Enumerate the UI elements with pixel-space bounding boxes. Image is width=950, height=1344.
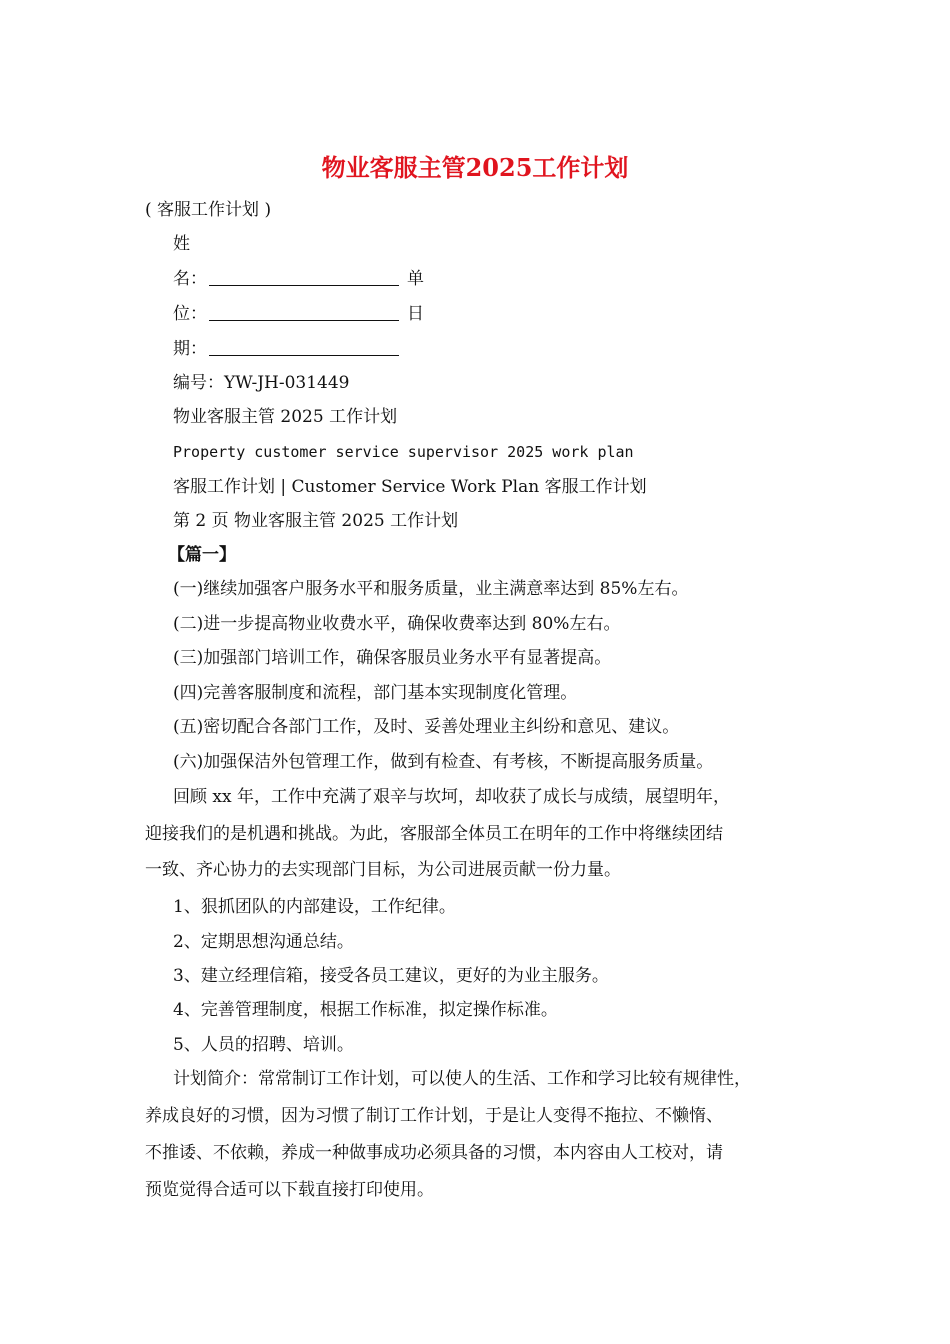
- category-label: ( 客服工作计划 ): [145, 200, 272, 220]
- list-item: (六)加强保洁外包管理工作，做到有检查、有考核，不断提高服务质量。: [173, 752, 714, 772]
- unit-row: [173, 302, 424, 326]
- numbered-item: 5、人员的招聘、培训。: [173, 1035, 354, 1055]
- unit-field[interactable]: [209, 302, 399, 321]
- section-heading: 【篇一】: [168, 545, 236, 565]
- name-label-top: 姓: [173, 234, 190, 254]
- date-label-top: 日: [407, 304, 424, 324]
- list-item: (四)完善客服制度和流程，部门基本实现制度化管理。: [173, 683, 578, 703]
- list-item: (五)密切配合各部门工作，及时、妥善处理业主纠纷和意见、建议。: [173, 717, 680, 737]
- document-title: 物业客服主管2025工作计划: [321, 153, 629, 182]
- numbered-item: 4、完善管理制度，根据工作标准，拟定操作标准。: [173, 1000, 558, 1020]
- page-reference: 第 2 页 物业客服主管 2025 工作计划: [173, 511, 459, 531]
- numbered-item: 3、建立经理信箱，接受各员工建议，更好的为业主服务。: [173, 966, 609, 986]
- unit-label: 位：: [173, 304, 207, 324]
- name-label: 名：: [173, 269, 207, 289]
- intro-paragraph-line: 养成良好的习惯，因为习惯了制订工作计划，于是让人变得不拖拉、不懒惰、: [145, 1106, 723, 1126]
- numbered-item: 2、定期思想沟通总结。: [173, 932, 354, 952]
- list-item: (三)加强部门培训工作，确保客服员业务水平有显著提高。: [173, 648, 612, 668]
- intro-paragraph-line: 预览觉得合适可以下载直接打印使用。: [145, 1180, 434, 1200]
- serial-number: 编号：YW-JH-031449: [173, 373, 350, 393]
- numbered-item: 1、狠抓团队的内部建设，工作纪律。: [173, 897, 456, 917]
- unit-label-top: 单: [407, 269, 424, 289]
- date-field[interactable]: [209, 337, 399, 356]
- list-item: (一)继续加强客户服务水平和服务质量，业主满意率达到 85%左右。: [173, 579, 689, 599]
- review-paragraph-line: 一致、齐心协力的去实现部门目标，为公司进展贡献一份力量。: [145, 860, 621, 880]
- name-row: [173, 267, 424, 291]
- subtitle: 物业客服主管 2025 工作计划: [173, 407, 398, 427]
- name-field[interactable]: [209, 267, 399, 286]
- date-row: [173, 337, 407, 361]
- date-label: 期：: [173, 339, 207, 359]
- banner-line: 客服工作计划 | Customer Service Work Plan 客服工作计划: [173, 477, 647, 497]
- review-paragraph-line: 回顾 xx 年，工作中充满了艰辛与坎坷，却收获了成长与成绩，展望明年，: [173, 787, 730, 807]
- intro-paragraph-line: 计划简介：常常制订工作计划，可以使人的生活、工作和学习比较有规律性，: [173, 1069, 751, 1089]
- intro-paragraph-line: 不推诿、不依赖，养成一种做事成功必须具备的习惯，本内容由人工校对，请: [145, 1143, 723, 1163]
- review-paragraph-line: 迎接我们的是机遇和挑战。为此，客服部全体员工在明年的工作中将继续团结: [145, 824, 723, 844]
- english-title: Property customer service supervisor 2025 work plan: [173, 443, 634, 461]
- list-item: (二)进一步提高物业收费水平，确保收费率达到 80%左右。: [173, 614, 621, 634]
